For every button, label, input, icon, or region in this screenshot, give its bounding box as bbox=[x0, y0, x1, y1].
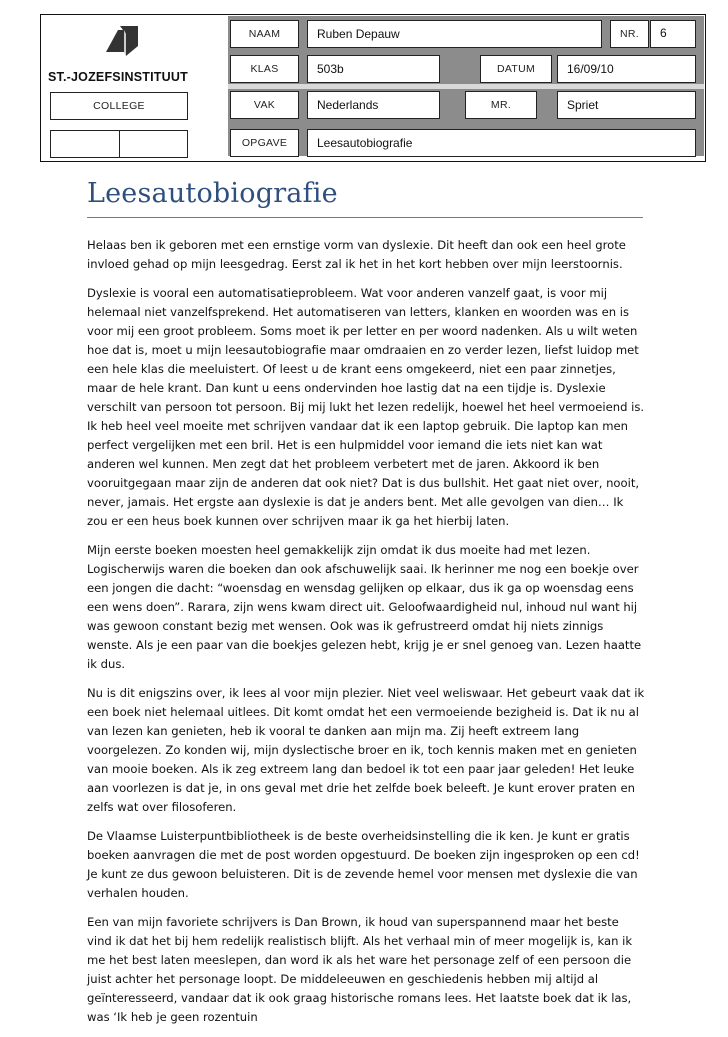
naam-label: NAAM bbox=[230, 20, 299, 48]
paragraph: Helaas ben ik geboren met een ernstige vorm van dyslexie. Dit heeft dan ook een heel grote invloed gehad op mijn leesgedrag. Eerst zal ik het in het kort hebben over mijn leerstoornis. bbox=[87, 238, 626, 271]
vak-field: Nederlands bbox=[307, 91, 440, 119]
paragraph: Nu is dit enigszins over, ik lees al voor mijn plezier. Niet veel weliswaar. Het gebeurt vaak dat ik een boek niet helemaal uitlees. Dit komt omdat het een vermoeiende bezigheid is. Dat ik nu al van lezen kan genieten, heb ik vooral te danken aan mijn ma. Zij heeft extreem lang voorgelezen. Zo konden wij, mijn dyslectische broer en ik, toch kennis maken met en genieten van mooie boeken. Als ik zeg extreem lang dan bedoel ik tot een paar jaar geleden! Het leuke aan voorlezen is dat je, in ons geval met drie het zelfde boek beleeft. Je kunt erover praten en zelfs wat over filosoferen. bbox=[87, 686, 645, 814]
title-underline bbox=[87, 217, 643, 218]
header-light-stripe bbox=[228, 84, 704, 89]
klas-label: KLAS bbox=[230, 55, 299, 83]
mr-field: Spriet bbox=[557, 91, 696, 119]
paragraph: Dyslexie is vooral een automatisatieprobleem. Wat voor anderen vanzelf gaat, is voor mij helemaal niet vanzelfsprekend. Het automatiseren van letters, klanken en woorden was en is voor mij een groot probleem. Soms moet ik per letter en per woord nadenken. Als u wilt weten hoe dat is, moet u mijn leesautobiografie maar omdraaien en zo verder lezen, liefst luidop met een hele klas die meeluistert. Of leest u de krant eens omgekeerd, niet een paar zinnetjes, maar de hele krant. Dan kunt u eens ondervinden hoe lastig dat na een tijdje is. Dyslexie verschilt van persoon tot persoon. Bij mij lukt het lezen redelijk, hoewel het heel vermoeiend is. Ik heb heel veel moeite met schrijven vandaar dat ik een laptop gebruik. Die laptop kan men perfect vergelijken met een bril. Het is een hulpmiddel voor iemand die iets niet kan wat anderen wel kunnen. Men zegt dat het probleem verbetert met de jaren. Akkoord ik ben vooruitgegaan maar zijn de anderen dat ook niet? Dat is dus bullshit. Het gaat niet over, nooit, never, jamais. Het ergste aan dyslexie is dat je anders bent. Met alle gevolgen van dien… Ik zou er een heus boek kunnen over schrijven maar ik ga het hierbij laten. bbox=[87, 286, 645, 528]
document-body bbox=[87, 236, 647, 1037]
school-name: ST.-JOZEFSINSTITUUT bbox=[48, 70, 188, 84]
blank-field-1 bbox=[50, 130, 120, 158]
naam-field: Ruben Depauw bbox=[307, 20, 602, 48]
nr-label: NR. bbox=[610, 20, 649, 48]
mr-label: MR. bbox=[465, 91, 537, 119]
datum-label: DATUM bbox=[480, 55, 552, 83]
paragraph: De Vlaamse Luisterpuntbibliotheek is de beste overheidsinstelling die ik ken. Je kunt er gratis boeken aanvragen die met de post worden opgestuurd. De boeken zijn ingesproken op een cd! Je kunt ze dus gewoon beluisteren. Dit is de zevende hemel voor mensen met dyslexie die van verhalen houden. bbox=[87, 829, 640, 900]
college-label: COLLEGE bbox=[50, 92, 188, 120]
paragraph: Een van mijn favoriete schrijvers is Dan Brown, ik houd van superspannend maar het beste vind ik dat het bij hem redelijk realistisch blijft. Als het verhaal min of meer mogelijk is, kan ik me het best laten meeslepen, dan word ik als het ware het personage zelf of een persoon die juist achter het personage loopt. De middeleeuwen en geschiedenis hebben mij altijd al geïnteresseerd, vandaar dat ik ook graag historische romans lees. Het laatste boek dat ik las, was ‘Ik heb je geen rozentuin bbox=[87, 915, 633, 1024]
blank-field-2 bbox=[119, 130, 188, 158]
klas-field: 503b bbox=[307, 55, 440, 83]
opgave-field: Leesautobiografie bbox=[307, 129, 696, 157]
document-title: Leesautobiografie bbox=[87, 178, 338, 209]
opgave-label: OPGAVE bbox=[230, 129, 299, 157]
datum-field: 16/09/10 bbox=[557, 55, 696, 83]
school-logo-icon bbox=[104, 22, 144, 58]
nr-field: 6 bbox=[650, 20, 696, 48]
paragraph: Mijn eerste boeken moesten heel gemakkelijk zijn omdat ik dus moeite had met lezen. Logischerwijs waren die boeken dan ook afschuwelijk saai. Ik herinner me nog een boekje over een jongen die dacht: “woensdag en wensdag gelijken op elkaar, dus ik ga op woensdag eens een wens doen”. Rarara, zijn wens kwam direct uit. Geloofwaardigheid nul, inhoud nul want hij was gewoon constant bezig met wensen. Ook was ik gefrustreerd omdat hij niets zinnigs wenste. Als je een paar van die boekjes gelezen hebt, krijg je er snel genoeg van. Lezen haatte ik dus. bbox=[87, 543, 642, 671]
vak-label: VAK bbox=[230, 91, 299, 119]
